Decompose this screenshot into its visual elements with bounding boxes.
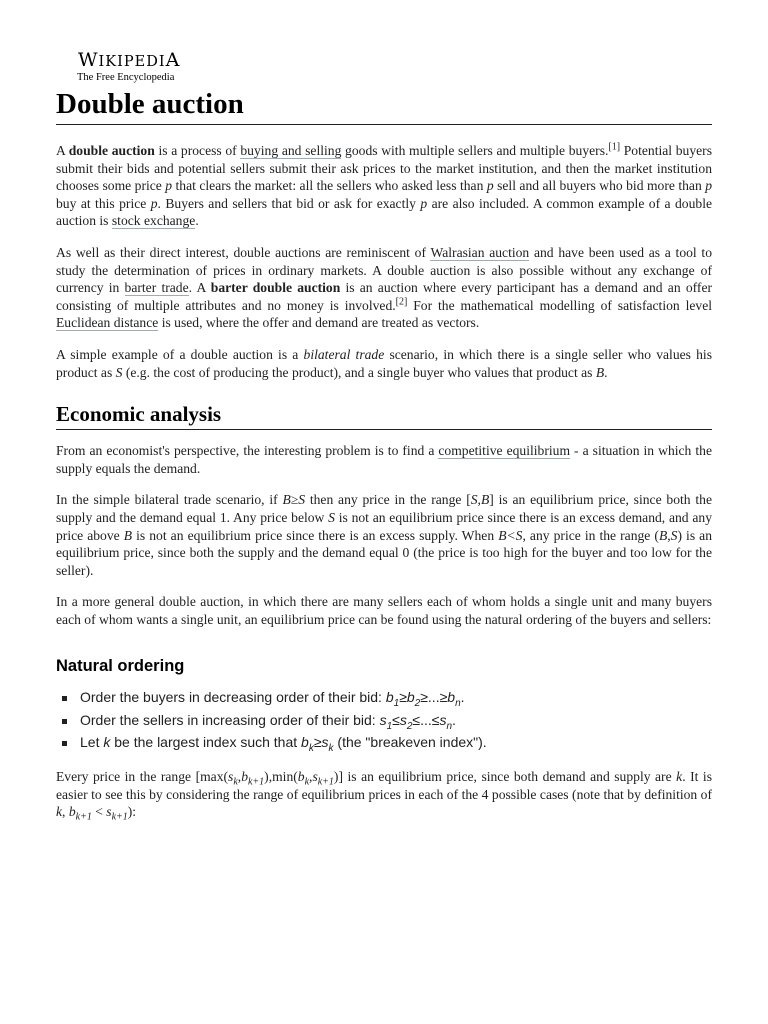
- wordmark-text: WIKIPEDIA: [78, 49, 181, 71]
- link-euclidean-distance[interactable]: Euclidean distance: [56, 315, 159, 331]
- econ-paragraph-1: From an economist's perspective, the interesting problem is to find a competitive equilibrium - a situation in which the supply equals the demand.: [56, 443, 712, 476]
- link-buying-and-selling[interactable]: buying and selling: [240, 143, 342, 158]
- list-item: Let k be the largest index such that $b_k\ge s_k$ (the "breakeven index").: [56, 731, 712, 754]
- article: [56, 50, 712, 835]
- list-item: Order the buyers in decreasing order of their bid: $b_1\ge b_2\ge...\ge b_n$.: [56, 686, 712, 709]
- econ-paragraph-3: In a more general double auction, in which there are many sellers each of whom holds a single unit and many buyers each of whom wants a single unit, an equilibrium price can be found using the natural ordering of the buyers and sellers:: [56, 594, 712, 627]
- reference-2[interactable]: [2]: [395, 296, 408, 308]
- ordering-list: [56, 686, 712, 754]
- wikipedia-wordmark: [78, 50, 712, 72]
- bold-term: barter double auction: [210, 280, 341, 296]
- section-heading-economic-analysis: Economic analysis: [56, 401, 712, 430]
- page-title: Double auction: [56, 86, 712, 125]
- link-stock-exchange[interactable]: stock exchange: [111, 213, 196, 229]
- reference-1[interactable]: [1]: [608, 141, 621, 153]
- intro-paragraph-2: As well as their direct interest, double auctions are reminiscent of Walrasian auction and have been used as a tool to study the determination of prices in ordinary markets. A double auction is also possible without any exchange of currency in barter trade. A barter double auction is an auction where every participant has a demand and an offer consisting of multiple attributes and no money is involved.[2] For the mathematical modelling of satisfaction level Euclidean distance is used, where the offer and demand are treated as vectors.: [56, 244, 713, 331]
- intro-paragraph-3: A simple example of a double auction is a bilateral trade scenario, in which there is a single seller who values his product as S (e.g. the cost of producing the product), and a single buyer who values that product as B.: [56, 346, 712, 380]
- econ-paragraph-2: In the simple bilateral trade scenario, if B≥S then any price in the range [S,B] is an equilibrium price, since both the supply and the demand equal 1. Any price below S is not an equilibrium price since there is an excess demand, and any price above B is not an equilibrium price since there is an excess supply. When B<S, any price in the range (B,S) is an equilibrium price, since both the supply and the demand equal 0 (the price is too high for the buyer and too low for the seller).: [56, 492, 713, 578]
- wikipedia-tagline: The Free Encyclopedia: [77, 72, 175, 83]
- link-walrasian-auction[interactable]: Walrasian auction: [430, 244, 530, 260]
- section-heading-natural-ordering: Natural ordering: [56, 657, 185, 676]
- natural-paragraph-1: Every price in the range $[\max(s_k,b_{k+1}),\min(b_k,s_{k+1})]$ is an equilibrium price, since both demand and supply are k. It is easier to see this by considering the range of equilibrium prices in each of the 4 possible cases (note that by definition of k, $b_{k+1} < s_{k+1}$):: [56, 768, 712, 823]
- wikipedia-logo[interactable]: [56, 50, 712, 84]
- bold-term: double auction: [68, 143, 155, 158]
- link-competitive-equilibrium[interactable]: competitive equilibrium: [438, 443, 571, 459]
- intro-paragraph-1: A double auction is a process of buying and selling goods with multiple sellers and multiple buyers.[1] Potential buyers submit their bids and potential sellers submit their ask prices to the market institution, and then the market institution chooses some price p that clears the market: all the sellers who asked less than p sell and all buyers who bid more than p buy at this price p. Buyers and sellers that bid or ask for exactly p are also included. A common example of a double auction is stock exchange.: [56, 141, 713, 229]
- link-barter-trade[interactable]: barter trade: [124, 280, 189, 296]
- list-item: Order the sellers in increasing order of their bid: $s_1\le s_2\le...\le s_n$.: [56, 709, 712, 732]
